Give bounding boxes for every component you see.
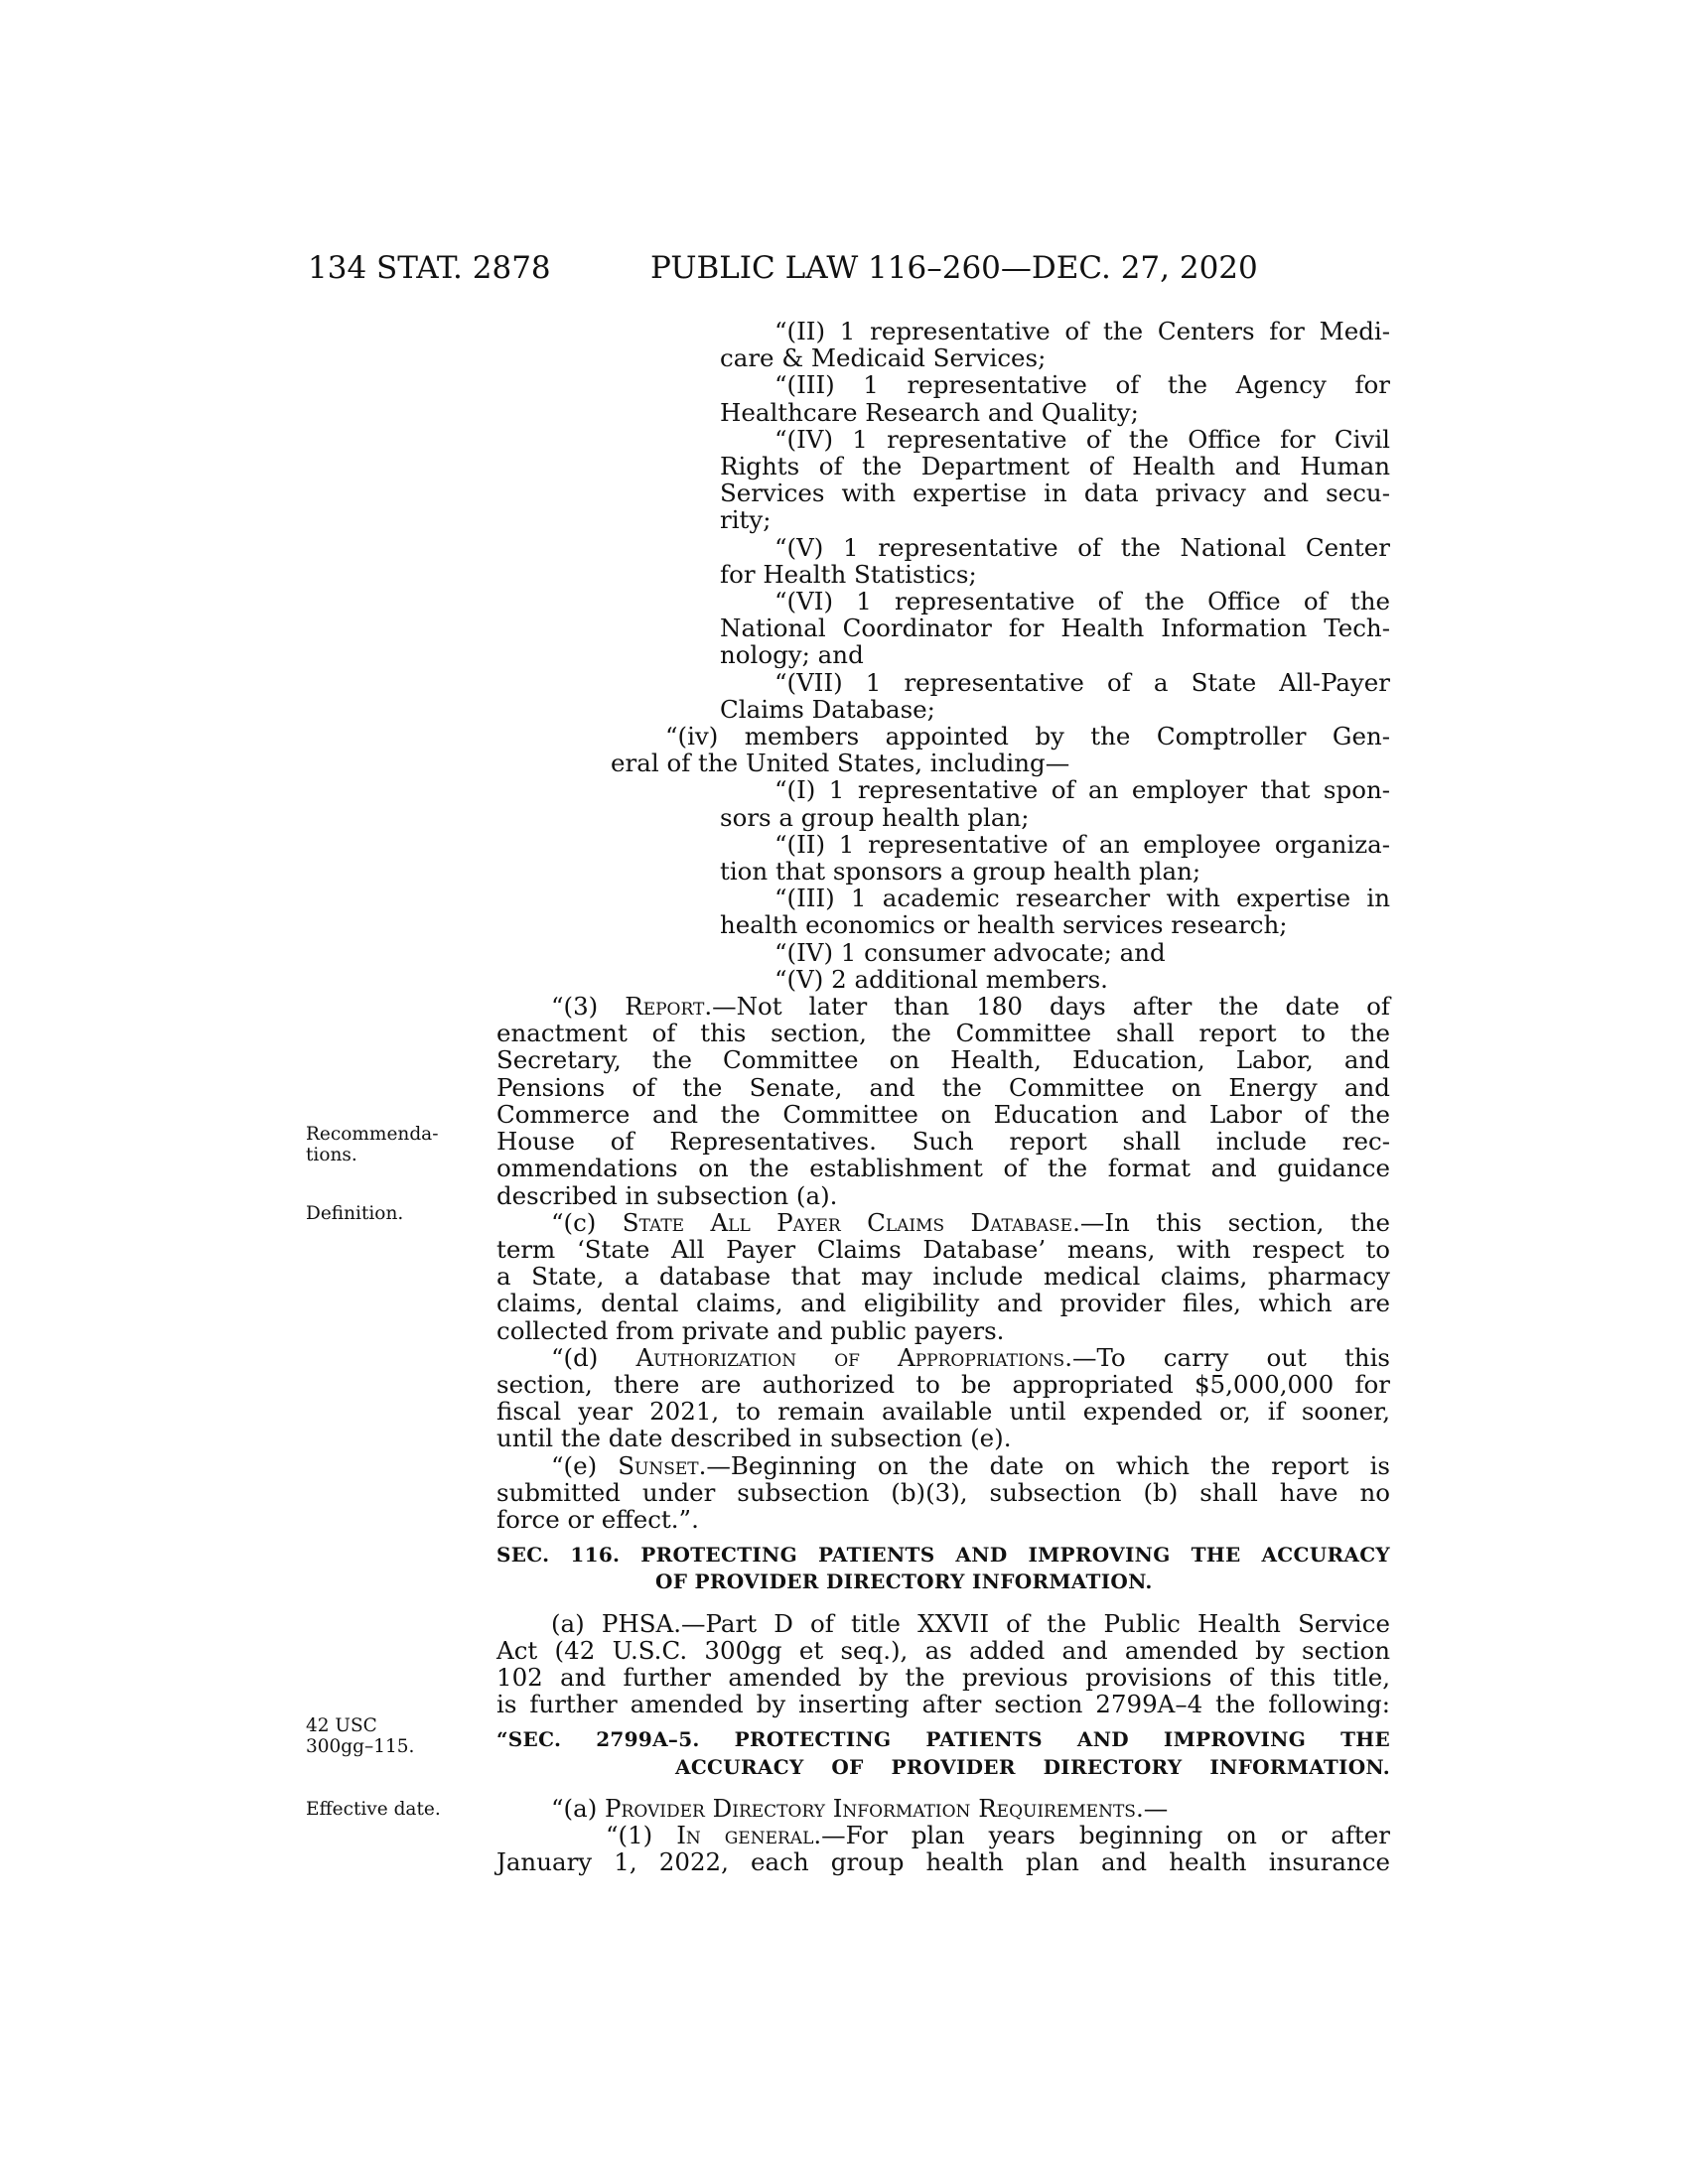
running-head: PUBLIC LAW 116–260—DEC. 27, 2020: [650, 250, 1258, 286]
text-line: “(1) In general.—For plan years beginning on or after: [606, 1820, 1390, 1849]
text-line: “(d) Authorization of Appropriations.—To carry out this: [551, 1342, 1390, 1372]
document-body: [496, 318, 1390, 1875]
text-line: “(III) 1 academic researcher with expertise in: [774, 884, 1390, 913]
text-line: “(II) 1 representative of an employee organiza-: [774, 829, 1390, 859]
margin-note-effective-date: Effective date.: [306, 1799, 441, 1820]
section-title: ACCURACY OF PROVIDER DIRECTORY INFORMATION.: [675, 1754, 1390, 1779]
text-line: Rights of the Department of Health and Human: [720, 452, 1390, 481]
text-line: for Health Statistics;: [720, 559, 977, 589]
section-title: SEC. 116. PROTECTING PATIENTS AND IMPROVING THE ACCURACY: [496, 1543, 1390, 1568]
text-line: force or effect.”.: [496, 1504, 699, 1534]
text-line: 102 and further amended by the previous provisions of this title,: [496, 1662, 1390, 1692]
text-line: nology; and: [720, 640, 864, 670]
text-line: January 1, 2022, each group health plan and health insurance: [496, 1847, 1390, 1877]
text-line: tion that sponsors a group health plan;: [720, 857, 1201, 887]
text-line: Healthcare Research and Quality;: [720, 397, 1139, 427]
text-line: Act (42 U.S.C. 300gg et seq.), as added and amended by section: [496, 1635, 1390, 1665]
page-reference: 134 STAT. 2878: [308, 250, 551, 286]
text-line: National Coordinator for Health Information Tech-: [720, 614, 1390, 643]
text-line: “(e) Sunset.—Beginning on the date on which the report is: [551, 1450, 1390, 1480]
text-line: “(3) Report.—Not later than 180 days after the date of: [551, 992, 1390, 1022]
margin-note-recommendations: Recommenda- tions.: [306, 1124, 439, 1165]
text-line: Secretary, the Committee on Health, Education, Labor, and: [496, 1045, 1390, 1075]
text-line: “(iv) members appointed by the Comptroller Gen-: [665, 722, 1390, 751]
text-line: Claims Database;: [720, 694, 935, 724]
text-line: sors a group health plan;: [720, 802, 1030, 832]
text-line: section, there are authorized to be appropriated $5,000,000 for: [496, 1369, 1390, 1399]
text-line: “(a) Provider Directory Information Requirements.—: [551, 1793, 1169, 1823]
section-title: “SEC. 2799A–5. PROTECTING PATIENTS AND IMPROVING THE: [496, 1727, 1390, 1752]
text-line: until the date described in subsection (e).: [496, 1424, 1012, 1453]
text-line: is further amended by inserting after section 2799A–4 the following:: [496, 1690, 1390, 1719]
section-heading-sunset: Sunset: [618, 1450, 699, 1480]
section-heading-state-apcd: State All Payer Claims Database: [622, 1207, 1073, 1237]
text-line: “(II) 1 representative of the Centers for Medi-: [774, 317, 1390, 345]
margin-note-definition: Definition.: [306, 1203, 404, 1224]
text-line: Services with expertise in data privacy and secu-: [720, 478, 1390, 508]
text-line: described in subsection (a).: [496, 1180, 838, 1210]
section-title: OF PROVIDER DIRECTORY INFORMATION.: [655, 1570, 1153, 1594]
text-line: ommendations on the establishment of the format and guidance: [496, 1154, 1390, 1183]
text-line: “(V) 2 additional members.: [774, 964, 1108, 994]
text-line: Commerce and the Committee on Education and Labor of the: [496, 1099, 1390, 1129]
text-line: fiscal year 2021, to remain available until expended or, if sooner,: [496, 1397, 1390, 1427]
section-heading-in-general: In general: [676, 1820, 814, 1849]
section-heading-authorization: Authorization of Appropriations: [635, 1342, 1065, 1372]
text-line: claims, dental claims, and eligibility and provider files, which are: [496, 1289, 1390, 1318]
text-line: a State, a database that may include medical claims, pharmacy: [496, 1262, 1390, 1292]
text-line: submitted under subsection (b)(3), subsection (b) shall have no: [496, 1477, 1390, 1507]
text-line: “(I) 1 representative of an employer that spon-: [774, 775, 1390, 805]
text-line: Pensions of the Senate, and the Committee on Energy and: [496, 1072, 1390, 1102]
text-line: enactment of this section, the Committee shall report to the: [496, 1019, 1390, 1048]
text-line: “(VI) 1 representative of the Office of the: [774, 587, 1390, 616]
text-line: “(VII) 1 representative of a State All-Payer: [774, 667, 1390, 697]
text-line: “(c) State All Payer Claims Database.—In this section, the: [551, 1207, 1390, 1237]
text-line: House of Representatives. Such report shall include rec-: [496, 1127, 1390, 1157]
section-heading-report: Report: [625, 992, 705, 1022]
text-line: rity;: [720, 505, 772, 535]
text-line: health economics or health services research;: [720, 910, 1288, 940]
text-line: “(IV) 1 representative of the Office for Civil: [774, 424, 1390, 454]
section-heading-provider-directory: Provider Directory Information Requirements: [605, 1793, 1136, 1823]
text-line: care & Medicaid Services;: [720, 343, 1047, 373]
text-line: eral of the United States, including—: [611, 749, 1070, 778]
margin-note-usc: 42 USC 300gg–115.: [306, 1715, 415, 1757]
text-line: (a) PHSA.—Part D of title XXVII of the Public Health Service: [551, 1608, 1390, 1638]
text-line: “(V) 1 representative of the National Center: [774, 532, 1390, 562]
text-line: “(III) 1 representative of the Agency for: [774, 370, 1390, 400]
text-line: term ‘State All Payer Claims Database’ means, with respect to: [496, 1234, 1390, 1264]
text-line: “(IV) 1 consumer advocate; and: [774, 937, 1166, 967]
text-line: collected from private and public payers.: [496, 1315, 1005, 1345]
